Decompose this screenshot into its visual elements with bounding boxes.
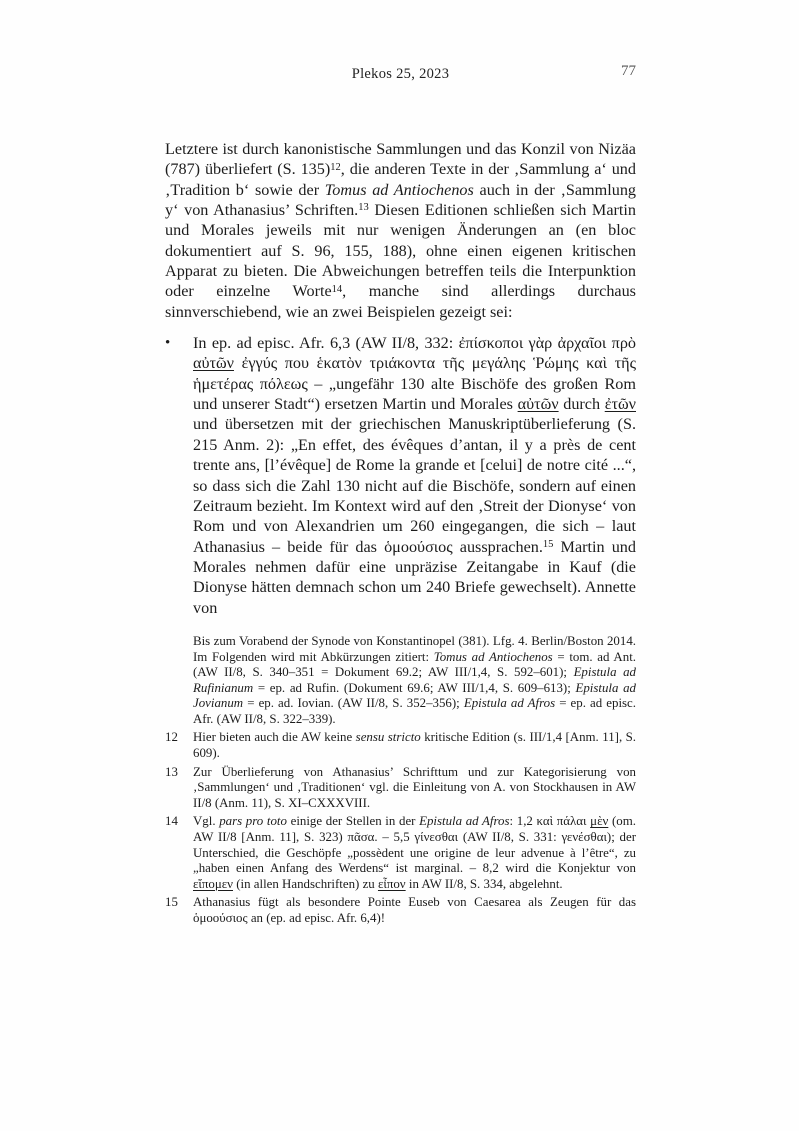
text-run: μὲν [590,814,609,829]
bullet-marker-icon: • [165,335,171,352]
page-number: 77 [621,63,636,79]
text-run: sensu stricto [355,730,421,745]
text-run: εἴπομεν [193,876,233,891]
bullet-list [165,333,636,618]
page-body [165,139,636,927]
text-run: Epistula ad Afros [463,696,556,711]
text-run: Athanasius fügt als besondere Pointe Euseb von Caesarea als Zeugen für das ὁμοούσιος an (ep. ad episc. Afr. 6,4)! [193,895,636,925]
text-run: αὐτῶν [193,354,234,373]
footnote-text [193,895,636,926]
footnote-number: 14 [165,814,178,829]
text-run: und übersetzen mit der griechischen Manuskriptüberlieferung (S. 215 Anm. 2): „En effet, des évêques d’antan, il y a près de cent trente ans, [l’évêque] de Rome la grande et [celui] de notre cité ...“, so dass sich die Zahl 130 nicht auf die Bischöfe, sondern auf einen Zeitraum bezieht. Im Kontext wird auf den ‚Streit der Dionyse‘ von Rom und von Alexandrien um 260 eingegangen, die sich – laut Athanasius – beide für das ὁμοούσιος aussprachen. [193,415,636,556]
text-run: durch [558,395,605,414]
text-run: = ep. ad Rufin. (Dokument 69.6; AW III/1,4, S. 609–613); [253,680,576,695]
text-run: Martin und Morales nehmen dafür eine unpräzise Zeitangabe in Kauf (die Dionyse hätten demnach schon um 240 Briefe gewechselt). Annette von [193,537,636,617]
footnote-text [193,634,636,728]
footnote-number [165,634,193,728]
footnote-reference: 15 [542,538,554,550]
text-run: = tom. ad Ant. (AW II/8, S. 340–351 = Dokument 69.2; AW III/1,4, S. 592–601); [193,649,636,680]
text-run: Vgl. [193,814,220,829]
footnote-item [165,730,636,761]
text-run: ἐτῶν [604,395,636,414]
footnote-text [193,814,636,892]
footnote-item [165,634,636,728]
journal-title: Plekos 25, 2023 [351,66,450,82]
text-run: Hier bieten auch die AW keine [193,730,356,745]
text-run: , manche sind allerdings durchaus sinnverschiebend, wie an zwei Beispielen gezeigt sei: [165,282,636,321]
footnote-reference: 13 [358,202,369,214]
text-run: Tomus ad Antiochenos [433,649,553,664]
footnote-number: 12 [165,730,178,745]
text-run: Epistula ad Afros [419,814,510,829]
footnote-number: 13 [165,764,178,779]
footnote-number: 15 [165,895,178,910]
footnote-text [193,730,636,761]
text-run: Bis zum Vorabend der Synode von Konstantinopel (381). Lfg. 4. Berlin/Boston 2014. Im Folgenden wird mit Abkürzungen zitiert: [193,633,636,664]
text-run: , die anderen Texte in der ‚Sammlung a‘ und ‚Tradition b‘ sowie der [165,160,636,199]
footnote-item [165,895,636,926]
text-run: Epistula ad Jovianum [193,680,636,711]
footnote-reference: 14 [331,283,343,295]
text-run: In ep. ad episc. Afr. 6,3 (AW II/8, 332: ἐπίσκοποι γὰρ ἀρχαῖοι πρὸ [193,334,636,353]
footnotes-section [165,634,636,927]
text-run: = ep. ad episc. Afr. (AW II/8, S. 322–339). [193,696,636,726]
text-run: in AW II/8, S. 334, abgelehnt. [405,876,563,891]
intro-paragraph [165,139,636,322]
text-run: Letztere ist durch kanonistische Sammlungen und das Konzil von Nizäa (787) überliefert (S. 135) [165,140,636,179]
text-run: Tomus ad Antiochenos [324,180,474,199]
text-run: kritische Edition (s. III/1,4 [Anm. 11], S. 609). [193,730,637,761]
text-run: εἶπον [377,876,406,891]
footnote-item [165,765,636,812]
footnote-item [165,814,636,892]
text-run: ἐγγύς που ἑκατὸν τριάκοντα τῆς μεγάλης Ῥώμης καὶ τῆς ἡμετέρας πόλεως – „ungefähr 130 alte Bischöfe des großen Rom und unserer Stadt“) ersetzen Martin und Morales [193,354,636,414]
bullet-text [193,333,636,618]
text-run: αὐτῶν [517,395,559,414]
footnote-reference: 12 [330,161,341,173]
page-header [165,63,636,88]
text-run: Zur Überlieferung von Athanasius’ Schrifttum und zur Kategorisierung von ‚Sammlungen‘ und ‚Traditionen‘ vgl. die Einleitung von A. von Stockhausen in AW II/8 (Anm. 11), S. XI–CXXXVIII. [193,764,636,810]
text-run: (in allen Handschriften) zu [233,876,378,891]
text-run: Diesen Editionen schließen sich Martin und Morales jeweils mit nur wenigen Änderungen an (en bloc dokumentiert auf S. 96, 155, 188), ohne einen eigenen kritischen Apparat zu bieten. Die Abweichungen betreffen teils die Interpunktion oder einzelne Worte [165,201,636,301]
text-run: (om. AW II/8 [Anm. 11], S. 323) πᾶσα. – 5,5 γίνεσθαι (AW II/8, S. 331: γενέσθαι); der Unterschied, die Geschöpfe „possèdent une origine de leur advenue à l’être“, zu „haben einen Anfang des Werdens“ ist marginal. – 8,2 wird die Konjektur von [193,814,636,876]
footnote-text [193,765,636,812]
text-run: auch in der ‚Sammlung y‘ von Athanasius’ Schriften. [165,180,637,220]
bullet-item [165,333,636,618]
text-run: einige der Stellen in der [286,814,420,829]
text-run: pars pro toto [219,814,287,829]
text-run: : 1,2 καὶ πάλαι [509,814,591,829]
text-run: = ep. ad. Iovian. (AW II/8, S. 352–356); [243,696,464,711]
text-run: Epistula ad Rufinianum [193,665,636,695]
